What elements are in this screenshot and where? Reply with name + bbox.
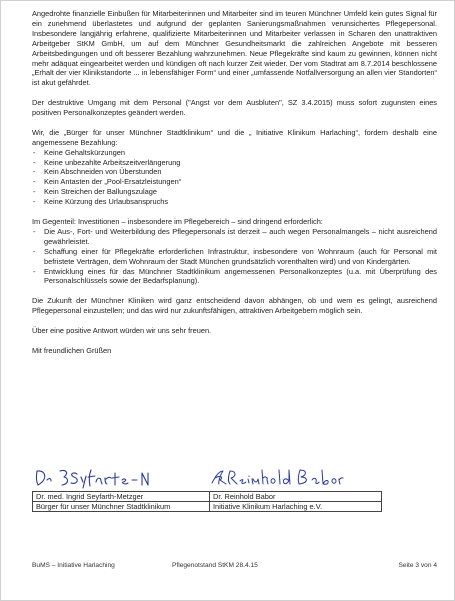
handwritten-signature-babor bbox=[206, 465, 346, 490]
pay-demands-list bbox=[32, 148, 437, 207]
paragraph-demands-intro: Wir, die „Bürger für unser Münchner Stadtklinikum“ und die „ Initiative Klinikum Harlaching“, fordern deshalb eine angemessene Bezahlung: bbox=[32, 127, 437, 147]
footer-document-title: Pflegenotstand StKM 28.4.15 bbox=[172, 562, 258, 569]
paragraph-future: Die Zukunft der Münchner Kliniken wird ganz entscheidend davon abhängen, ob und wem es gelingt, ausreichend Pflegepersonal einzustellen; und das wird nur zukunftsfähigen, attraktiven Arbeitgebern möglich sein. bbox=[32, 296, 437, 316]
list-item: - Entwicklung eines für das Münchner Stadtklinikum angemessenen Personalkonzeptes (u.a. mit Überprüfung des Personalschlüssels sowie der Bedarfsplanung). bbox=[32, 267, 437, 287]
paragraph-answer-request: Über eine positive Antwort würden wir uns sehr freuen. bbox=[32, 325, 212, 335]
list-item: - Kein Antasten der „Pool-Ersatzleistungen“ bbox=[32, 177, 437, 187]
list-item: - Keine Gehaltskürzungen bbox=[32, 148, 437, 158]
letter-body bbox=[32, 9, 437, 366]
paragraph-investments-intro: Im Gegenteil: Investitionen – insbesondere im Pflegebereich – sind dringend erforderlich: bbox=[32, 216, 323, 226]
signatory-left-organization: Bürger für unser Münchner Stadtklinikum bbox=[33, 502, 210, 512]
list-item: - Kein Abschneiden von Überstunden bbox=[32, 167, 437, 177]
footer-organizations: BuMS – Initiative Harlaching bbox=[32, 562, 115, 569]
list-item: - Keine unbezahlte Arbeitszeitverlängerung bbox=[32, 158, 437, 168]
closing-greeting: Mit freundlichen Grüßen bbox=[32, 345, 112, 355]
page-footer bbox=[32, 562, 437, 572]
handwritten-signature-seyfarth bbox=[33, 465, 183, 490]
table-row bbox=[33, 502, 382, 512]
paragraph-destructive-handling: Der destruktive Umgang mit dem Personal ("Angst vor dem Ausbluten", SZ 3.4.2015) muss sofort zugunsten eines positiven Personalkonzeptes geändert werden. bbox=[32, 98, 437, 118]
table-row bbox=[33, 492, 382, 502]
footer-page-number: Seite 3 von 4 bbox=[398, 562, 437, 569]
investments-list bbox=[32, 227, 437, 286]
list-item: - Kein Streichen der Ballungszulage bbox=[32, 187, 437, 197]
signatory-right-name: Dr. Reinhold Babor bbox=[210, 492, 382, 502]
signatory-left-name: Dr. med. Ingrid Seyfarth-Metzger bbox=[33, 492, 210, 502]
list-item: - Die Aus-, Fort- und Weiterbildung des Pflegepersonals ist derzeit – auch wegen Personalmangels – nicht ausreichend gewährleistet. bbox=[32, 227, 437, 247]
paragraph-financial-losses: Angedrohte finanzielle Einbußen für Mitarbeiterinnen und Mitarbeiter sind im teuren Münchner Umfeld kein gutes Signal für ein zunehmend überlastetes und aufgrund der geplanten Sanierungsmaßnahmen verunsichertes Pflegepersonal. Insbesondere langjährig erfahrene, qualifizierte Mitarbeiterinnen und Mitarbeiter verlassen in Scharen den unattraktiven Arbeitgeber StKM GmbH, um auf dem Münchner Gesundheitsmarkt die zahlreichen Angebote mit besseren Arbeitsbedingungen und oft besserer Bezahlung wahrzunehmen. Neue Pflegekräfte sind kaum zu gewinnen, können nicht mehr adäquat eingearbeitet werden und kündigen oft nach kurzer Zeit wieder. Der vom Stadtrat am 8.7.2014 beschlossene „Erhalt der vier Klinikstandorte ... in lebensfähiger Form“ und einer „umfassende Notfallversorgung an allen vier Standorten“ ist akut gefährdet. bbox=[32, 9, 437, 88]
list-item: - Keine Kürzung des Urlaubsanspruchs bbox=[32, 197, 437, 207]
signatory-right-organization: Initiative Klinikum Harlaching e.V. bbox=[210, 502, 382, 512]
list-item: - Schaffung einer für Pflegekräfte erforderlichen Infrastruktur, insbesondere von Wohnraum (auch für Personal mit befristete Verträgen, dem Wohnraum der Stadt München grundsätzlich vorenthalten wird) und von Kindergärten. bbox=[32, 247, 437, 267]
signature-table bbox=[32, 491, 382, 512]
